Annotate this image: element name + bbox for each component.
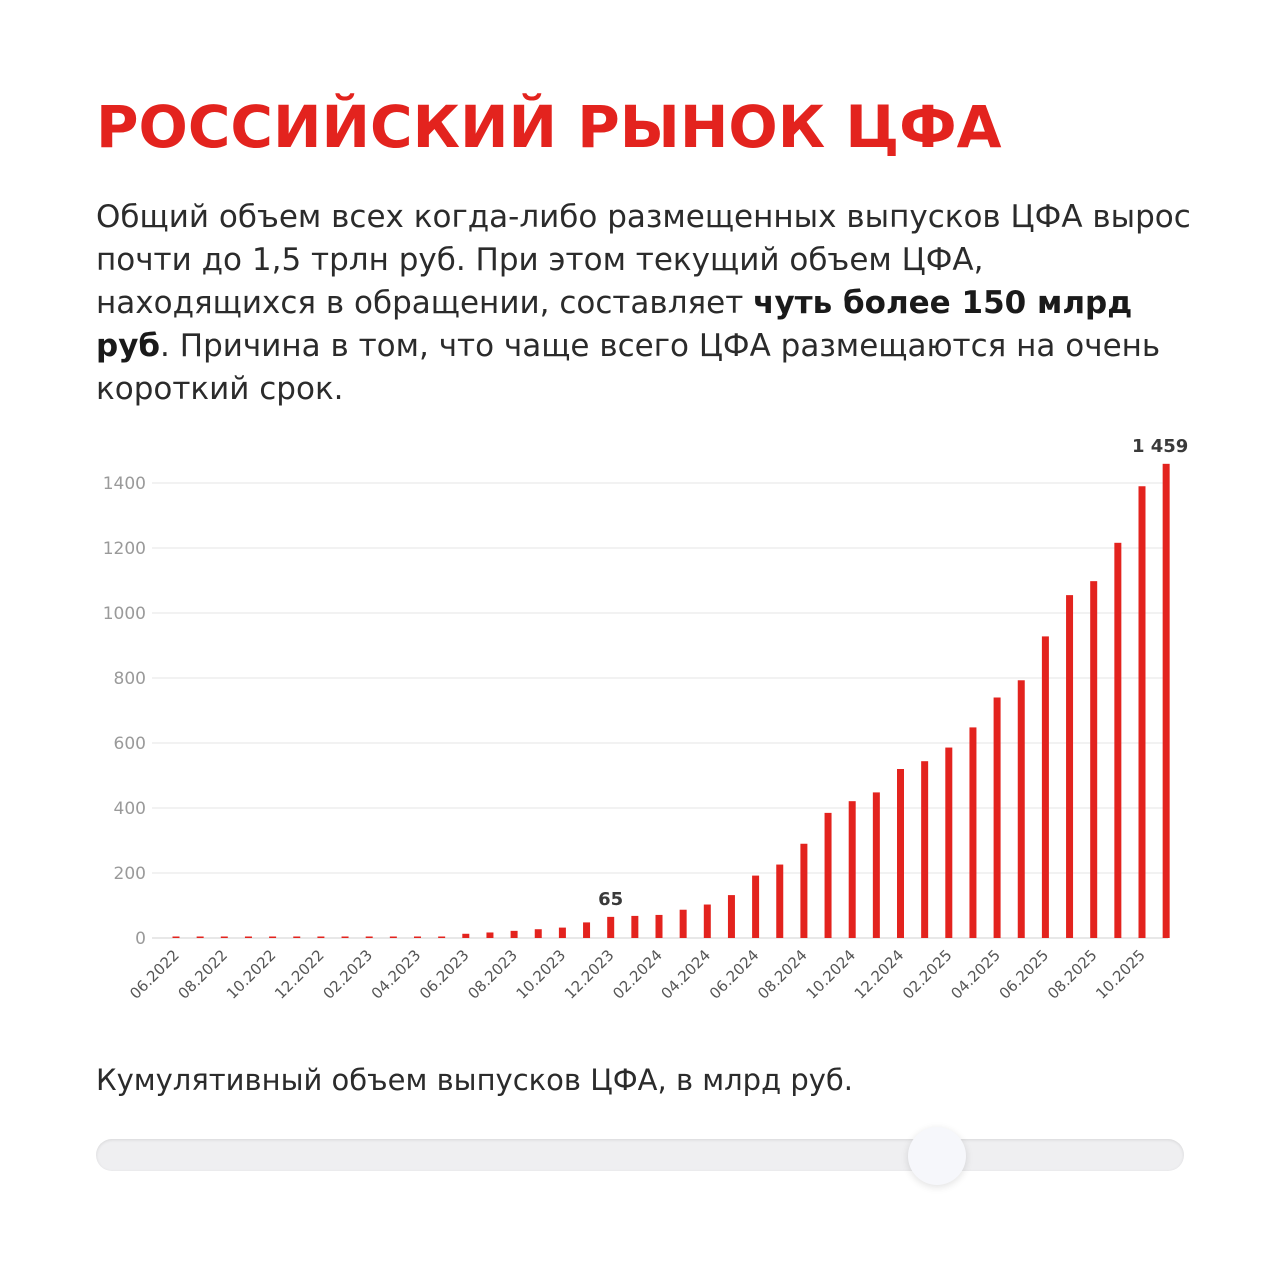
bar	[535, 929, 542, 938]
bar	[390, 937, 397, 939]
description	[96, 196, 1196, 411]
bar	[776, 865, 783, 938]
bar	[994, 698, 1001, 939]
y-tick-label: 1000	[102, 604, 146, 624]
bar	[511, 931, 518, 938]
y-tick-label: 600	[113, 734, 146, 754]
bar	[1066, 595, 1073, 938]
bar	[342, 937, 349, 939]
x-tick-label: 10.2023	[512, 946, 570, 1003]
bar	[559, 928, 566, 938]
bar	[1090, 581, 1097, 938]
x-tick-label: 10.2022	[222, 946, 280, 1003]
y-tick-label: 400	[113, 799, 146, 819]
x-tick-label: 06.2022	[126, 946, 183, 1003]
bar	[438, 937, 445, 939]
description-text-1: Общий объем всех когда-либо размещенных выпусков ЦФА вырос почти до 1,5 трлн руб. При этом текущий объем ЦФА, находящихся в обращении, составляет	[96, 199, 1191, 321]
bar	[945, 748, 952, 938]
x-tick-label: 08.2025	[1043, 946, 1101, 1003]
page-title: РОССИЙСКИЙ РЫНОК ЦФА	[96, 93, 1002, 161]
x-tick-label: 12.2022	[271, 946, 328, 1003]
description-highlight: чуть более 150 млрд руб	[96, 285, 1133, 364]
x-tick-label: 06.2025	[995, 946, 1053, 1003]
x-tick-label: 10.2025	[1092, 946, 1149, 1003]
x-tick-label: 08.2023	[464, 946, 521, 1003]
bar	[825, 813, 832, 938]
x-tick-label: 02.2024	[609, 946, 666, 1003]
bar	[921, 761, 928, 938]
bar	[656, 915, 663, 938]
x-tick-label: 12.2023	[560, 946, 618, 1003]
bar	[680, 910, 687, 938]
x-tick-label: 06.2023	[416, 946, 473, 1003]
bar	[728, 895, 735, 938]
x-tick-label: 06.2024	[705, 946, 763, 1003]
bar	[607, 917, 614, 938]
bar	[486, 932, 493, 938]
x-tick-label: 08.2024	[754, 946, 811, 1003]
bar	[173, 937, 180, 939]
bar	[1139, 486, 1146, 938]
x-tick-label: 10.2024	[802, 946, 860, 1003]
bar	[414, 937, 421, 939]
bar	[752, 876, 759, 938]
bar	[897, 769, 904, 938]
bar	[1163, 464, 1170, 938]
bar	[221, 937, 228, 939]
bar	[1114, 543, 1121, 938]
bar	[1042, 636, 1049, 938]
bar	[1018, 680, 1025, 938]
bar	[317, 937, 324, 939]
bar	[800, 844, 807, 938]
bar	[462, 934, 469, 938]
y-tick-label: 800	[113, 669, 146, 689]
chart-caption: Кумулятивный объем выпусков ЦФА, в млрд руб.	[96, 1063, 854, 1097]
description-text-2: . Причина в том, что чаще всего ЦФА размещаются на очень короткий срок.	[96, 328, 1161, 407]
bar	[969, 727, 976, 938]
x-tick-label: 02.2025	[899, 946, 956, 1003]
bar	[849, 801, 856, 938]
y-tick-label: 200	[113, 864, 146, 884]
x-tick-label: 08.2022	[174, 946, 232, 1003]
cumulative-volume-chart	[0, 430, 1280, 1030]
x-tick-label: 04.2023	[367, 946, 425, 1003]
data-label: 65	[598, 888, 624, 910]
bar	[873, 792, 880, 938]
bar	[704, 905, 711, 938]
x-tick-label: 04.2025	[947, 946, 1004, 1003]
y-tick-label: 1400	[102, 474, 146, 494]
bar	[245, 937, 252, 939]
bar	[583, 922, 590, 938]
y-tick-label: 0	[135, 929, 146, 949]
bar	[197, 937, 204, 939]
x-tick-label: 04.2024	[657, 946, 715, 1003]
bar	[366, 937, 373, 939]
bar	[293, 937, 300, 939]
x-tick-label: 02.2023	[319, 946, 377, 1003]
bar	[269, 937, 276, 939]
x-tick-label: 12.2024	[850, 946, 908, 1003]
slider-track[interactable]	[96, 1139, 1184, 1171]
bar	[631, 916, 638, 938]
data-label: 1 459	[1131, 435, 1189, 457]
slider-thumb[interactable]	[908, 1127, 966, 1185]
y-tick-label: 1200	[102, 539, 146, 559]
